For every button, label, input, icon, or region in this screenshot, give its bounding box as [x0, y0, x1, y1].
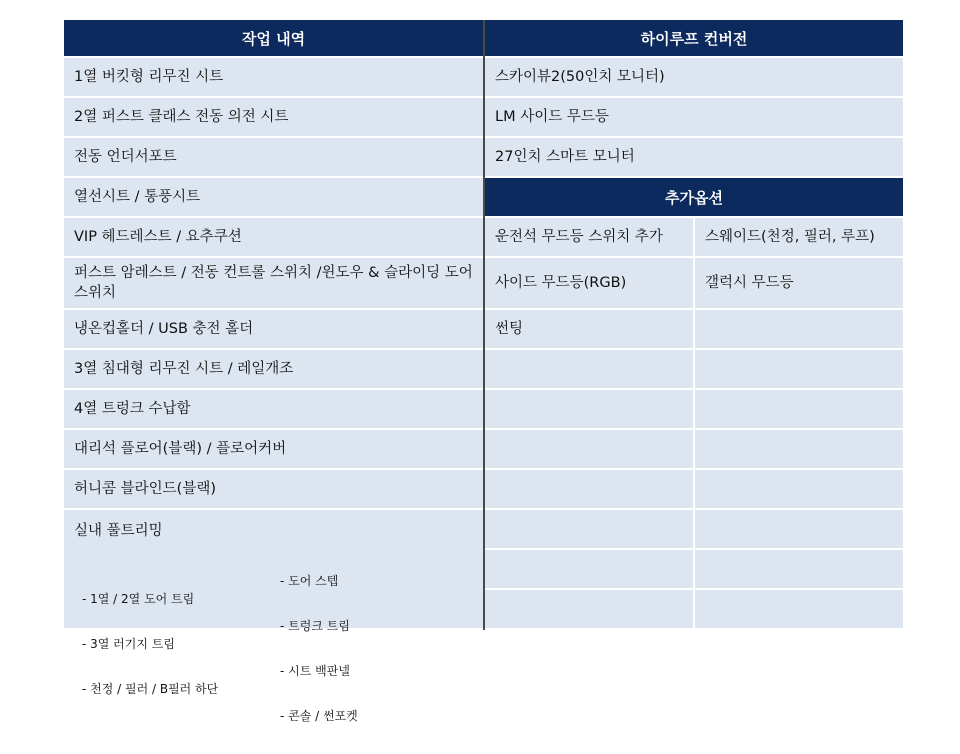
- conversion-row-1: 스카이뷰2(50인치 모니터): [485, 58, 903, 96]
- empty-cell: [695, 390, 903, 428]
- header-work-items: 작업 내역: [64, 20, 483, 56]
- conversion-row-3: 27인치 스마트 모니터: [485, 138, 903, 176]
- left-row-7: 냉온컵홀더 / USB 충전 홀더: [64, 310, 483, 348]
- option-row-3-a: 썬팅: [485, 310, 693, 348]
- left-row-2: 2열 퍼스트 클래스 전동 의전 시트: [64, 98, 483, 136]
- empty-cell: [485, 590, 693, 628]
- empty-cell: [695, 550, 903, 588]
- empty-cell: [695, 590, 903, 628]
- trim-item: - 3열 러기지 트림: [82, 637, 175, 651]
- trim-item: - 시트 백판넬: [280, 664, 350, 678]
- empty-cell: [695, 350, 903, 388]
- empty-cell: [485, 550, 693, 588]
- left-row-10: 대리석 플로어(블랙) / 플로어커버: [64, 430, 483, 468]
- column-divider: [483, 20, 485, 630]
- empty-cell: [695, 430, 903, 468]
- left-row-8: 3열 침대형 리무진 시트 / 레일개조: [64, 350, 483, 388]
- left-row-4: 열선시트 / 통풍시트: [64, 178, 483, 216]
- header-additional-options: 추가옵션: [485, 178, 903, 216]
- left-row-5: VIP 헤드레스트 / 요추쿠션: [64, 218, 483, 256]
- trim-item: - 트렁크 트림: [280, 619, 350, 633]
- trim-item: - 콘솔 / 썬포켓: [280, 709, 358, 723]
- trim-title: 실내 풀트리밍: [74, 523, 163, 539]
- conversion-table: [64, 20, 903, 723]
- left-row-trim: [64, 510, 483, 723]
- trim-item: - 1열 / 2열 도어 트림: [82, 592, 195, 606]
- trim-item: - 천정 / 필러 / B필러 하단: [82, 682, 219, 696]
- empty-cell: [695, 470, 903, 508]
- left-row-6: 퍼스트 암레스트 / 전동 컨트롤 스위치 /윈도우 & 슬라이딩 도어 스위치: [64, 258, 483, 308]
- trim-list-left: [82, 562, 218, 727]
- empty-cell: [485, 350, 693, 388]
- conversion-row-2: LM 사이드 무드등: [485, 98, 903, 136]
- empty-cell: [485, 390, 693, 428]
- option-row-3-b: [695, 310, 903, 348]
- empty-cell: [485, 430, 693, 468]
- header-hiroof-conversion: 하이루프 컨버전: [485, 20, 903, 56]
- option-row-2-a: 사이드 무드등(RGB): [485, 258, 693, 308]
- empty-cell: [695, 510, 903, 548]
- option-row-2-b: 갤럭시 무드등: [695, 258, 903, 308]
- empty-cell: [485, 510, 693, 548]
- left-row-9: 4열 트렁크 수납함: [64, 390, 483, 428]
- empty-cell: [485, 470, 693, 508]
- trim-list-right: [280, 544, 358, 754]
- left-row-11: 허니콤 블라인드(블랙): [64, 470, 483, 508]
- left-row-3: 전동 언더서포트: [64, 138, 483, 176]
- option-row-1-b: 스웨이드(천정, 필러, 루프): [695, 218, 903, 256]
- option-row-1-a: 운전석 무드등 스위치 추가: [485, 218, 693, 256]
- trim-item: - 도어 스텝: [280, 574, 339, 588]
- left-row-1: 1열 버킷형 리무진 시트: [64, 58, 483, 96]
